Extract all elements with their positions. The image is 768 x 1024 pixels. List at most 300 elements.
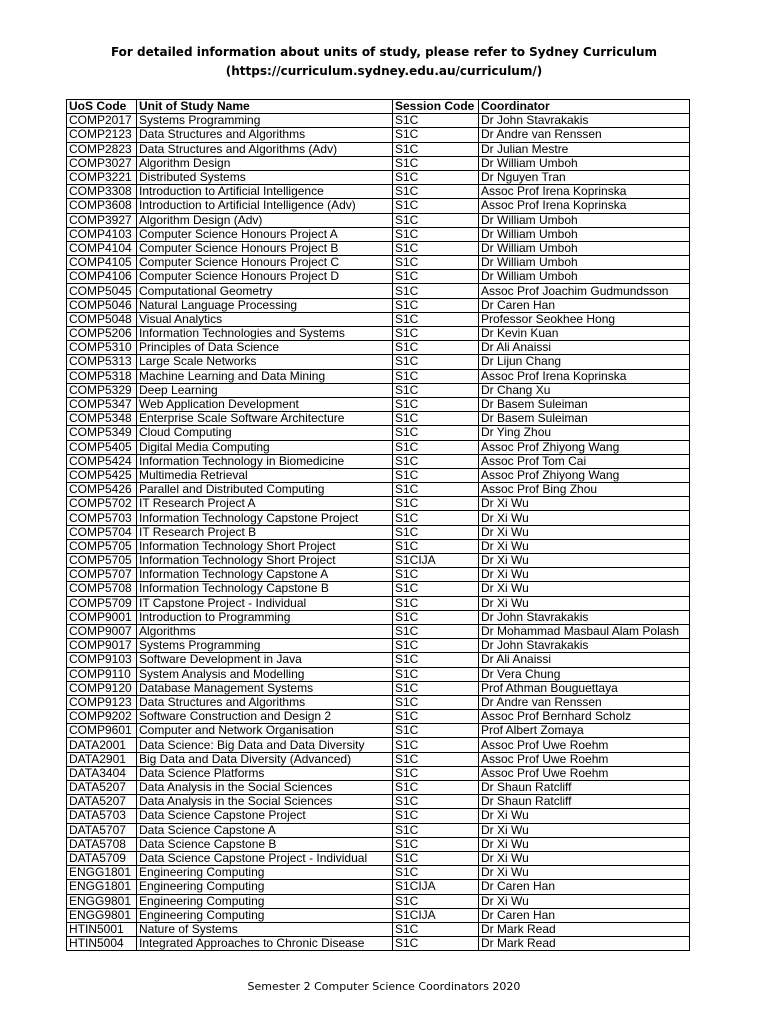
coordinator-cell: Dr Xi Wu [479, 894, 690, 908]
uos-code-cell: COMP5707 [67, 568, 137, 582]
table-row [67, 227, 690, 241]
uos-code-cell: COMP5705 [67, 554, 137, 568]
unit-name-cell: Digital Media Computing [137, 440, 393, 454]
uos-code-cell: DATA2001 [67, 738, 137, 752]
unit-name-cell: Computer Science Honours Project B [137, 241, 393, 255]
coordinator-cell: Dr Xi Wu [479, 568, 690, 582]
coordinator-cell: Dr Mark Read [479, 922, 690, 936]
coordinator-cell: Assoc Prof Tom Cai [479, 454, 690, 468]
unit-name-cell: Systems Programming [137, 114, 393, 128]
table-row [67, 327, 690, 341]
table-row [67, 710, 690, 724]
uos-code-cell: COMP4105 [67, 256, 137, 270]
session-code-cell: S1C [393, 156, 479, 170]
uos-code-cell: COMP2123 [67, 128, 137, 142]
session-code-cell: S1C [393, 369, 479, 383]
unit-name-cell: Data Science Capstone Project [137, 809, 393, 823]
uos-code-cell: COMP9007 [67, 624, 137, 638]
table-row [67, 624, 690, 638]
uos-code-cell: COMP9123 [67, 695, 137, 709]
coordinator-cell: Dr William Umboh [479, 241, 690, 255]
unit-name-cell: Engineering Computing [137, 866, 393, 880]
session-code-cell: S1C [393, 440, 479, 454]
session-code-cell: S1CIJA [393, 554, 479, 568]
session-code-cell: S1C [393, 681, 479, 695]
table-row [67, 426, 690, 440]
session-code-cell: S1C [393, 937, 479, 951]
column-header-unit-name: Unit of Study Name [137, 100, 393, 114]
session-code-cell: S1C [393, 185, 479, 199]
table-row [67, 752, 690, 766]
session-code-cell: S1C [393, 922, 479, 936]
uos-code-cell: COMP5348 [67, 412, 137, 426]
session-code-cell: S1C [393, 412, 479, 426]
session-code-cell: S1C [393, 114, 479, 128]
session-code-cell: S1C [393, 766, 479, 780]
coordinator-cell: Assoc Prof Zhiyong Wang [479, 440, 690, 454]
coordinator-cell: Dr Shaun Ratcliff [479, 795, 690, 809]
table-row [67, 880, 690, 894]
session-code-cell: S1C [393, 710, 479, 724]
uos-code-cell: DATA2901 [67, 752, 137, 766]
uos-code-cell: COMP5046 [67, 298, 137, 312]
session-code-cell: S1C [393, 851, 479, 865]
coordinator-cell: Dr Xi Wu [479, 837, 690, 851]
document-header [0, 43, 768, 81]
unit-name-cell: Multimedia Retrieval [137, 468, 393, 482]
session-code-cell: S1C [393, 781, 479, 795]
session-code-cell: S1C [393, 596, 479, 610]
coordinator-cell: Dr John Stavrakakis [479, 639, 690, 653]
coordinator-cell: Dr Julian Mestre [479, 142, 690, 156]
units-of-study-table [66, 99, 690, 951]
column-header-coordinator: Coordinator [479, 100, 690, 114]
unit-name-cell: IT Capstone Project - Individual [137, 596, 393, 610]
session-code-cell: S1C [393, 653, 479, 667]
table-row [67, 369, 690, 383]
table-row [67, 568, 690, 582]
session-code-cell: S1C [393, 866, 479, 880]
coordinator-cell: Assoc Prof Irena Koprinska [479, 199, 690, 213]
session-code-cell: S1C [393, 426, 479, 440]
table-row [67, 383, 690, 397]
session-code-cell: S1C [393, 539, 479, 553]
uos-code-cell: DATA5207 [67, 795, 137, 809]
coordinator-cell: Dr Mark Read [479, 937, 690, 951]
table-row [67, 312, 690, 326]
unit-name-cell: Computer Science Honours Project C [137, 256, 393, 270]
unit-name-cell: Computer and Network Organisation [137, 724, 393, 738]
uos-code-cell: COMP3927 [67, 213, 137, 227]
table-row [67, 766, 690, 780]
table-row [67, 554, 690, 568]
session-code-cell: S1C [393, 468, 479, 482]
session-code-cell: S1C [393, 809, 479, 823]
session-code-cell: S1C [393, 568, 479, 582]
unit-name-cell: Engineering Computing [137, 908, 393, 922]
unit-name-cell: Data Science Capstone A [137, 823, 393, 837]
coordinator-cell: Dr Basem Suleiman [479, 412, 690, 426]
table-row [67, 894, 690, 908]
unit-name-cell: Integrated Approaches to Chronic Disease [137, 937, 393, 951]
unit-name-cell: Information Technology Short Project [137, 539, 393, 553]
uos-code-cell: COMP9017 [67, 639, 137, 653]
table-body [67, 114, 690, 951]
unit-name-cell: Data Structures and Algorithms [137, 695, 393, 709]
table-row [67, 724, 690, 738]
unit-name-cell: Introduction to Artificial Intelligence [137, 185, 393, 199]
uos-code-cell: COMP5705 [67, 539, 137, 553]
table-row [67, 156, 690, 170]
coordinator-cell: Dr John Stavrakakis [479, 114, 690, 128]
coordinator-cell: Dr Kevin Kuan [479, 327, 690, 341]
table-row [67, 468, 690, 482]
unit-name-cell: Data Structures and Algorithms [137, 128, 393, 142]
unit-name-cell: Data Science Capstone B [137, 837, 393, 851]
unit-name-cell: Data Structures and Algorithms (Adv) [137, 142, 393, 156]
uos-code-cell: DATA5709 [67, 851, 137, 865]
uos-code-cell: DATA5708 [67, 837, 137, 851]
uos-code-cell: COMP3308 [67, 185, 137, 199]
table-row [67, 639, 690, 653]
table-row [67, 142, 690, 156]
unit-name-cell: System Analysis and Modelling [137, 667, 393, 681]
unit-name-cell: Enterprise Scale Software Architecture [137, 412, 393, 426]
unit-name-cell: Introduction to Programming [137, 610, 393, 624]
coordinator-cell: Dr Xi Wu [479, 511, 690, 525]
session-code-cell: S1C [393, 383, 479, 397]
session-code-cell: S1C [393, 327, 479, 341]
coordinator-cell: Dr Lijun Chang [479, 355, 690, 369]
uos-code-cell: COMP9120 [67, 681, 137, 695]
uos-code-cell: COMP2017 [67, 114, 137, 128]
table-row [67, 823, 690, 837]
coordinator-cell: Dr William Umboh [479, 270, 690, 284]
unit-name-cell: Principles of Data Science [137, 341, 393, 355]
unit-name-cell: Parallel and Distributed Computing [137, 483, 393, 497]
session-code-cell: S1C [393, 128, 479, 142]
table-row [67, 170, 690, 184]
session-code-cell: S1C [393, 213, 479, 227]
table-row [67, 128, 690, 142]
coordinator-cell: Dr Ali Anaissi [479, 653, 690, 667]
unit-name-cell: Distributed Systems [137, 170, 393, 184]
table-row [67, 539, 690, 553]
table-row [67, 341, 690, 355]
unit-name-cell: Algorithm Design [137, 156, 393, 170]
session-code-cell: S1C [393, 894, 479, 908]
coordinator-cell: Dr Nguyen Tran [479, 170, 690, 184]
uos-code-cell: COMP3221 [67, 170, 137, 184]
unit-name-cell: Data Science: Big Data and Data Diversity [137, 738, 393, 752]
table-row [67, 412, 690, 426]
table-row [67, 256, 690, 270]
unit-name-cell: Deep Learning [137, 383, 393, 397]
coordinator-cell: Dr Xi Wu [479, 554, 690, 568]
table-row [67, 738, 690, 752]
session-code-cell: S1C [393, 695, 479, 709]
table-row [67, 440, 690, 454]
session-code-cell: S1C [393, 142, 479, 156]
table-row [67, 908, 690, 922]
coordinator-cell: Assoc Prof Bing Zhou [479, 483, 690, 497]
coordinator-cell: Dr Caren Han [479, 298, 690, 312]
unit-name-cell: Engineering Computing [137, 880, 393, 894]
session-code-cell: S1C [393, 582, 479, 596]
coordinator-cell: Prof Athman Bouguettaya [479, 681, 690, 695]
session-code-cell: S1C [393, 525, 479, 539]
session-code-cell: S1C [393, 454, 479, 468]
uos-code-cell: COMP3027 [67, 156, 137, 170]
table-row [67, 695, 690, 709]
unit-name-cell: Engineering Computing [137, 894, 393, 908]
uos-code-cell: COMP4104 [67, 241, 137, 255]
table-row [67, 781, 690, 795]
table-row [67, 185, 690, 199]
uos-code-cell: COMP5426 [67, 483, 137, 497]
uos-code-cell: COMP4106 [67, 270, 137, 284]
unit-name-cell: Information Technology Short Project [137, 554, 393, 568]
unit-name-cell: Information Technology Capstone A [137, 568, 393, 582]
session-code-cell: S1C [393, 497, 479, 511]
unit-name-cell: Data Analysis in the Social Sciences [137, 781, 393, 795]
unit-name-cell: Systems Programming [137, 639, 393, 653]
unit-name-cell: Computational Geometry [137, 284, 393, 298]
session-code-cell: S1C [393, 355, 479, 369]
table-row [67, 284, 690, 298]
session-code-cell: S1C [393, 511, 479, 525]
header-line-1: For detailed information about units of study, please refer to Sydney Curriculum [110, 45, 658, 59]
session-code-cell: S1C [393, 170, 479, 184]
unit-name-cell: Natural Language Processing [137, 298, 393, 312]
unit-name-cell: Nature of Systems [137, 922, 393, 936]
uos-code-cell: HTIN5004 [67, 937, 137, 951]
coordinator-cell: Prof Albert Zomaya [479, 724, 690, 738]
unit-name-cell: Software Development in Java [137, 653, 393, 667]
coordinator-cell: Assoc Prof Uwe Roehm [479, 766, 690, 780]
table-row [67, 454, 690, 468]
coordinator-cell: Dr Caren Han [479, 880, 690, 894]
unit-name-cell: Machine Learning and Data Mining [137, 369, 393, 383]
uos-code-cell: COMP9202 [67, 710, 137, 724]
unit-name-cell: Large Scale Networks [137, 355, 393, 369]
uos-code-cell: ENGG9801 [67, 894, 137, 908]
session-code-cell: S1C [393, 837, 479, 851]
coordinator-cell: Dr Andre van Renssen [479, 128, 690, 142]
session-code-cell: S1C [393, 724, 479, 738]
unit-name-cell: Web Application Development [137, 397, 393, 411]
coordinator-cell: Dr William Umboh [479, 256, 690, 270]
session-code-cell: S1C [393, 397, 479, 411]
uos-code-cell: COMP4103 [67, 227, 137, 241]
uos-code-cell: COMP5313 [67, 355, 137, 369]
table-row [67, 795, 690, 809]
table-row [67, 667, 690, 681]
unit-name-cell: Computer Science Honours Project A [137, 227, 393, 241]
table-row [67, 483, 690, 497]
uos-code-cell: COMP9110 [67, 667, 137, 681]
uos-code-cell: COMP5704 [67, 525, 137, 539]
uos-code-cell: COMP5709 [67, 596, 137, 610]
session-code-cell: S1C [393, 738, 479, 752]
uos-code-cell: DATA5207 [67, 781, 137, 795]
unit-name-cell: Big Data and Data Diversity (Advanced) [137, 752, 393, 766]
unit-name-cell: Information Technologies and Systems [137, 327, 393, 341]
session-code-cell: S1C [393, 483, 479, 497]
session-code-cell: S1C [393, 610, 479, 624]
session-code-cell: S1C [393, 823, 479, 837]
coordinator-cell: Dr Shaun Ratcliff [479, 781, 690, 795]
document-footer: Semester 2 Computer Science Coordinators 2020 [247, 980, 521, 993]
unit-name-cell: IT Research Project A [137, 497, 393, 511]
coordinator-cell: Dr Basem Suleiman [479, 397, 690, 411]
unit-name-cell: Information Technology Capstone Project [137, 511, 393, 525]
coordinator-cell: Dr William Umboh [479, 227, 690, 241]
unit-name-cell: Information Technology Capstone B [137, 582, 393, 596]
session-code-cell: S1C [393, 284, 479, 298]
uos-code-cell: COMP5347 [67, 397, 137, 411]
coordinator-cell: Assoc Prof Zhiyong Wang [479, 468, 690, 482]
uos-code-cell: COMP5702 [67, 497, 137, 511]
session-code-cell: S1CIJA [393, 880, 479, 894]
session-code-cell: S1C [393, 752, 479, 766]
unit-name-cell: Data Analysis in the Social Sciences [137, 795, 393, 809]
table-row [67, 114, 690, 128]
unit-name-cell: Introduction to Artificial Intelligence (Adv) [137, 199, 393, 213]
coordinator-cell: Assoc Prof Uwe Roehm [479, 738, 690, 752]
table-row [67, 837, 690, 851]
unit-name-cell: IT Research Project B [137, 525, 393, 539]
session-code-cell: S1C [393, 624, 479, 638]
uos-code-cell: COMP5310 [67, 341, 137, 355]
uos-code-cell: COMP5318 [67, 369, 137, 383]
session-code-cell: S1C [393, 639, 479, 653]
uos-code-cell: COMP5048 [67, 312, 137, 326]
uos-code-cell: ENGG1801 [67, 880, 137, 894]
table-row [67, 610, 690, 624]
session-code-cell: S1C [393, 667, 479, 681]
session-code-cell: S1C [393, 298, 479, 312]
coordinator-cell: Dr Xi Wu [479, 582, 690, 596]
coordinator-cell: Dr Xi Wu [479, 539, 690, 553]
column-header-uos-code: UoS Code [67, 100, 137, 114]
uos-code-cell: DATA5703 [67, 809, 137, 823]
coordinator-cell: Assoc Prof Uwe Roehm [479, 752, 690, 766]
uos-code-cell: COMP5708 [67, 582, 137, 596]
coordinator-cell: Dr Xi Wu [479, 851, 690, 865]
table-row [67, 298, 690, 312]
uos-code-cell: COMP5045 [67, 284, 137, 298]
session-code-cell: S1C [393, 312, 479, 326]
session-code-cell: S1C [393, 795, 479, 809]
session-code-cell: S1C [393, 227, 479, 241]
table-row [67, 937, 690, 951]
coordinator-cell: Dr William Umboh [479, 213, 690, 227]
uos-code-cell: COMP5424 [67, 454, 137, 468]
table-row [67, 355, 690, 369]
coordinator-cell: Dr Xi Wu [479, 525, 690, 539]
coordinator-cell: Dr Xi Wu [479, 596, 690, 610]
unit-name-cell: Data Science Platforms [137, 766, 393, 780]
coordinator-cell: Dr Mohammad Masbaul Alam Polash [479, 624, 690, 638]
uos-code-cell: COMP9001 [67, 610, 137, 624]
coordinator-cell: Assoc Prof Joachim Gudmundsson [479, 284, 690, 298]
uos-code-cell: COMP5206 [67, 327, 137, 341]
table-row [67, 270, 690, 284]
uos-code-cell: COMP5349 [67, 426, 137, 440]
coordinator-cell: Dr Xi Wu [479, 866, 690, 880]
table-row [67, 596, 690, 610]
table-row [67, 681, 690, 695]
unit-name-cell: Software Construction and Design 2 [137, 710, 393, 724]
uos-code-cell: ENGG9801 [67, 908, 137, 922]
unit-name-cell: Algorithms [137, 624, 393, 638]
unit-name-cell: Information Technology in Biomedicine [137, 454, 393, 468]
unit-name-cell: Computer Science Honours Project D [137, 270, 393, 284]
table-row [67, 241, 690, 255]
coordinator-cell: Dr Caren Han [479, 908, 690, 922]
table-header-row [67, 100, 690, 114]
unit-name-cell: Cloud Computing [137, 426, 393, 440]
header-line-2-url: (https://curriculum.sydney.edu.au/curriculum/) [225, 64, 543, 78]
coordinator-cell: Dr Vera Chung [479, 667, 690, 681]
session-code-cell: S1C [393, 199, 479, 213]
table-row [67, 851, 690, 865]
column-header-session-code: Session Code [393, 100, 479, 114]
coordinator-cell: Dr Andre van Renssen [479, 695, 690, 709]
table-row [67, 866, 690, 880]
uos-code-cell: COMP5405 [67, 440, 137, 454]
unit-name-cell: Visual Analytics [137, 312, 393, 326]
uos-code-cell: COMP5703 [67, 511, 137, 525]
uos-code-cell: COMP5425 [67, 468, 137, 482]
table-row [67, 397, 690, 411]
uos-code-cell: DATA3404 [67, 766, 137, 780]
table-row [67, 582, 690, 596]
uos-code-cell: ENGG1801 [67, 866, 137, 880]
table-row [67, 497, 690, 511]
coordinator-cell: Assoc Prof Bernhard Scholz [479, 710, 690, 724]
session-code-cell: S1C [393, 270, 479, 284]
table-row [67, 922, 690, 936]
coordinator-cell: Dr William Umboh [479, 156, 690, 170]
session-code-cell: S1C [393, 341, 479, 355]
coordinator-cell: Dr Chang Xu [479, 383, 690, 397]
uos-code-cell: COMP2823 [67, 142, 137, 156]
uos-code-cell: COMP5329 [67, 383, 137, 397]
session-code-cell: S1C [393, 256, 479, 270]
coordinator-cell: Dr Xi Wu [479, 823, 690, 837]
table-row [67, 809, 690, 823]
table-row [67, 653, 690, 667]
session-code-cell: S1CIJA [393, 908, 479, 922]
uos-code-cell: HTIN5001 [67, 922, 137, 936]
coordinator-cell: Dr Ali Anaissi [479, 341, 690, 355]
coordinator-cell: Professor Seokhee Hong [479, 312, 690, 326]
coordinator-cell: Dr Xi Wu [479, 497, 690, 511]
unit-name-cell: Data Science Capstone Project - Individual [137, 851, 393, 865]
coordinator-cell: Assoc Prof Irena Koprinska [479, 185, 690, 199]
table-row [67, 511, 690, 525]
uos-code-cell: COMP9103 [67, 653, 137, 667]
coordinator-cell: Assoc Prof Irena Koprinska [479, 369, 690, 383]
uos-code-cell: DATA5707 [67, 823, 137, 837]
table-row [67, 213, 690, 227]
coordinator-cell: Dr Xi Wu [479, 809, 690, 823]
table-row [67, 525, 690, 539]
table-row [67, 199, 690, 213]
uos-code-cell: COMP9601 [67, 724, 137, 738]
